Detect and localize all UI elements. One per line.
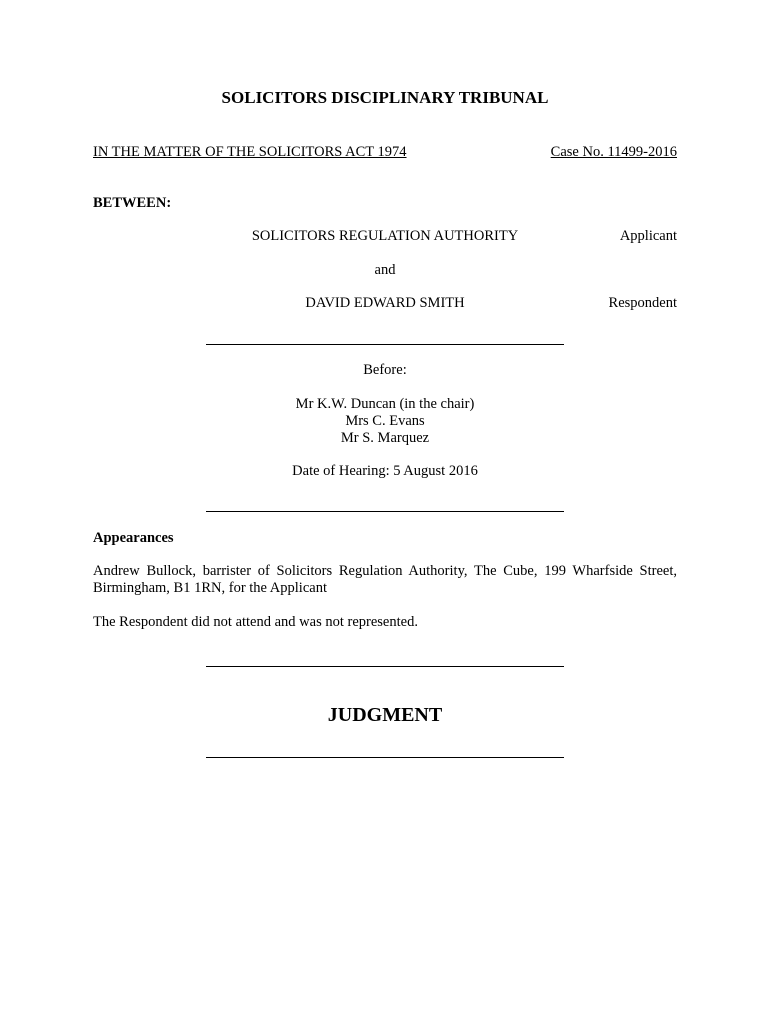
hearing-date: Date of Hearing: 5 August 2016 [292,463,478,479]
panel-member: Mr K.W. Duncan (in the chair) [295,396,475,412]
before-label: Before: [363,362,407,378]
respondent-appearance: The Respondent did not attend and was not represented. [93,614,418,630]
divider-rule [206,511,564,512]
applicant-appearance: Andrew Bullock, barrister of Solicitors Regulation Authority, The Cube, 199 Wharfside Street, Birmingham, B1 1RN, for the Applicant [93,563,677,596]
divider-rule [206,757,564,758]
panel-members [0,396,770,447]
tribunal-title: SOLICITORS DISCIPLINARY TRIBUNAL [221,88,549,107]
and-conjunction: and [374,262,396,278]
applicant-role: Applicant [619,228,677,244]
divider-rule [206,666,564,667]
case-number: Case No. 11499-2016 [550,144,677,160]
judgment-heading: JUDGMENT [327,704,443,726]
panel-member: Mrs C. Evans [345,413,425,429]
between-label: BETWEEN: [93,195,172,211]
matter-heading: IN THE MATTER OF THE SOLICITORS ACT 1974 [93,144,407,160]
applicant-name: SOLICITORS REGULATION AUTHORITY [251,228,519,244]
respondent-name: DAVID EDWARD SMITH [305,295,465,311]
respondent-role: Respondent [608,295,677,311]
appearances-heading: Appearances [93,530,174,546]
panel-member: Mr S. Marquez [340,430,430,446]
divider-rule [206,344,564,345]
